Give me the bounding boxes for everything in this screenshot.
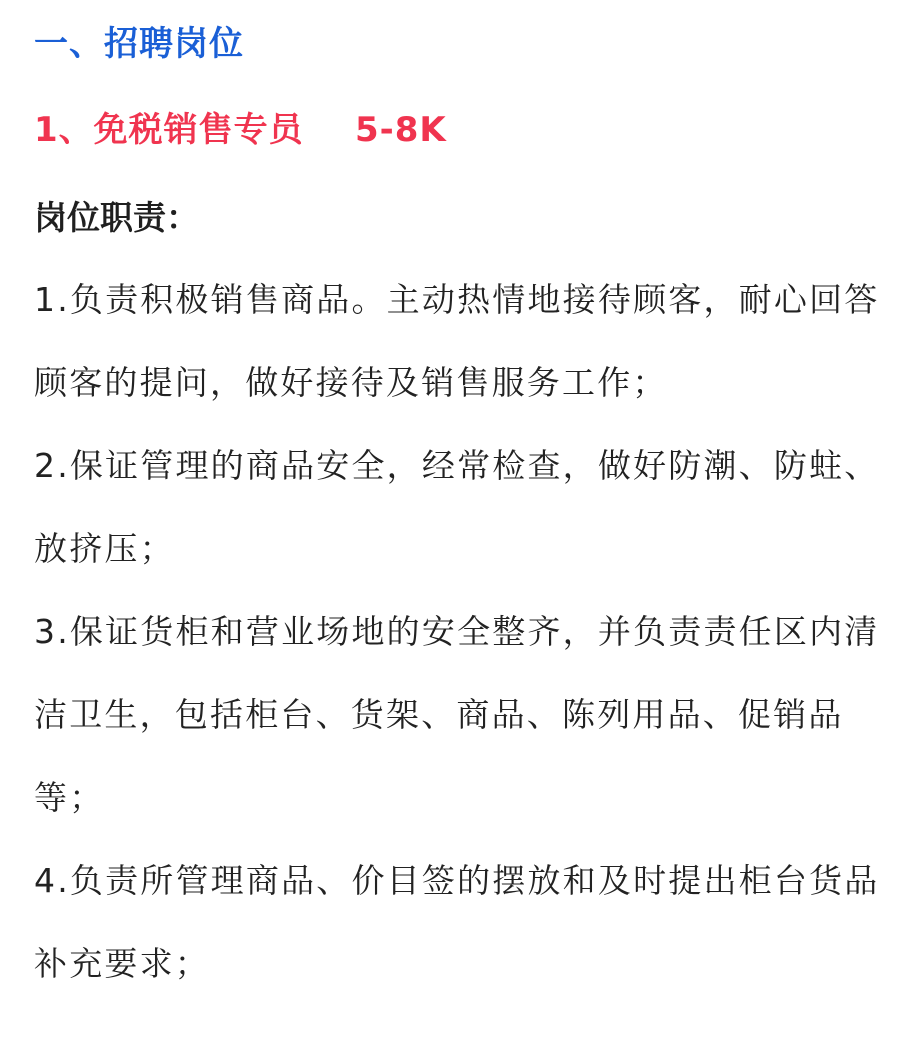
duty-item: 3.保证货柜和营业场地的安全整齐，并负责责任区内清洁卫生，包括柜台、货架、商品、陈列用品、促销品等； [34,612,880,817]
duty-item: 1.负责积极销售商品。主动热情地接待顾客，耐心回答顾客的提问，做好接待及销售服务工作； [34,280,880,402]
job-title: 1、免税销售专员 5-8K [34,110,447,150]
section-title: 一、招聘岗位 [34,24,244,64]
duties-list [34,258,890,1005]
duty-item: 4.负责所管理商品、价目签的摆放和及时提出柜台货品补充要求； [34,861,880,983]
duty-item: 2.保证管理的商品安全，经常检查，做好防潮、防蛀、放挤压； [34,446,880,568]
duties-heading: 岗位职责： [34,198,199,237]
